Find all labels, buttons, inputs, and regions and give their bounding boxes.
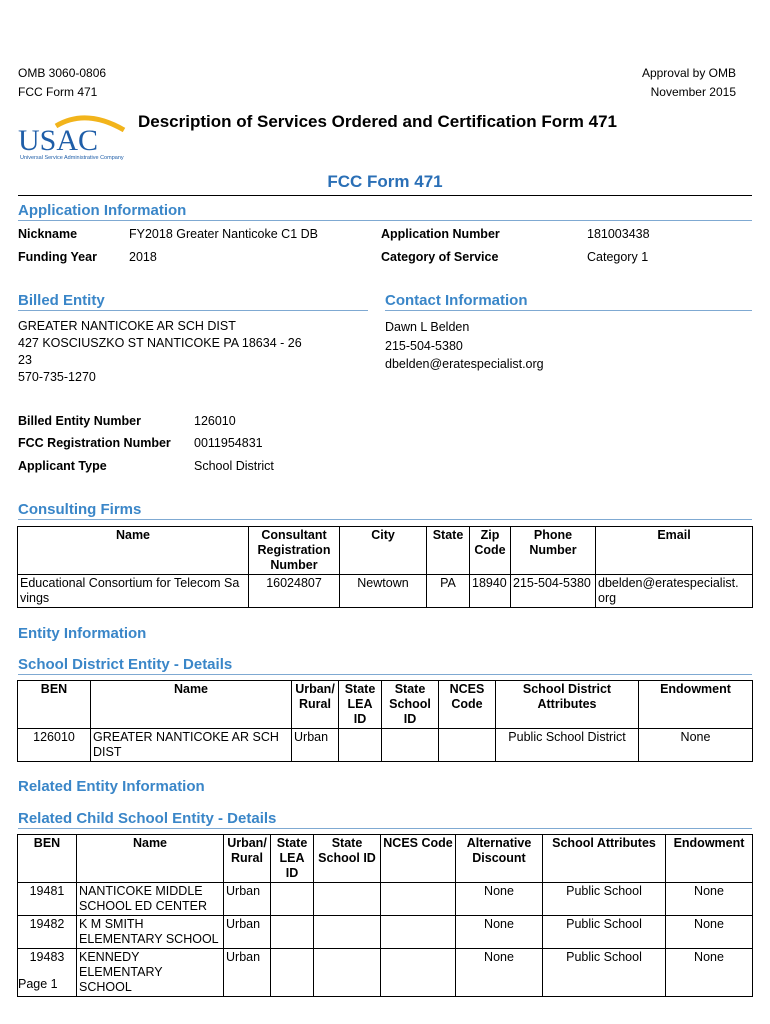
child-nces bbox=[381, 883, 456, 916]
child-name: KENNEDY ELEMENTARY SCHOOL bbox=[77, 949, 224, 997]
entity-nces bbox=[439, 729, 496, 762]
col-endowment: Endowment bbox=[666, 835, 753, 883]
usac-logo bbox=[16, 112, 134, 162]
child-ben: 19483 bbox=[18, 949, 77, 997]
firm-email: dbelden@eratespecialist. org bbox=[596, 575, 753, 608]
col-registration: Consultant Registration Number bbox=[249, 527, 340, 575]
header-right bbox=[642, 64, 736, 102]
child-school-id bbox=[314, 949, 381, 997]
child-nces bbox=[381, 916, 456, 949]
funding-year-value: 2018 bbox=[129, 250, 157, 264]
billed-address-line1: 427 KOSCIUSZKO ST NANTICOKE PA 18634 - 26 bbox=[18, 336, 302, 350]
related-header-row bbox=[18, 835, 753, 883]
billed-heading: Billed Entity bbox=[18, 292, 105, 309]
ben-value: 126010 bbox=[194, 414, 236, 428]
related-child-heading: Related Child School Entity - Details bbox=[18, 810, 277, 827]
fcc-label: FCC Registration Number bbox=[18, 436, 171, 450]
col-name: Name bbox=[77, 835, 224, 883]
child-nces bbox=[381, 949, 456, 997]
school-district-heading: School District Entity - Details bbox=[18, 656, 233, 673]
application-heading: Application Information bbox=[18, 202, 187, 219]
app-number-value: 181003438 bbox=[587, 227, 650, 241]
col-urban: Urban/ Rural bbox=[292, 681, 339, 729]
entity-ben: 126010 bbox=[18, 729, 91, 762]
child-lea bbox=[271, 949, 314, 997]
child-endowment: None bbox=[666, 949, 753, 997]
firm-registration: 16024807 bbox=[249, 575, 340, 608]
related-child-table bbox=[17, 834, 753, 997]
child-endowment: None bbox=[666, 883, 753, 916]
omb-number: OMB 3060-0806 bbox=[18, 66, 107, 80]
col-school-id: State School ID bbox=[314, 835, 381, 883]
col-lea: State LEA ID bbox=[271, 835, 314, 883]
entity-urban: Urban bbox=[292, 729, 339, 762]
entity-lea bbox=[339, 729, 382, 762]
col-school-attributes: School Attributes bbox=[543, 835, 666, 883]
page-number: Page 1 bbox=[18, 977, 58, 991]
contact-rule bbox=[385, 310, 752, 311]
firm-city: Newtown bbox=[340, 575, 427, 608]
entity-school-id bbox=[382, 729, 439, 762]
child-alt-discount: None bbox=[456, 883, 543, 916]
form-name: FCC Form 471 bbox=[18, 85, 98, 99]
funding-year-label: Funding Year bbox=[18, 250, 97, 264]
child-lea bbox=[271, 883, 314, 916]
child-attributes: Public School bbox=[543, 916, 666, 949]
table-row bbox=[18, 883, 753, 916]
child-attributes: Public School bbox=[543, 949, 666, 997]
child-urban: Urban bbox=[224, 883, 271, 916]
child-endowment: None bbox=[666, 916, 753, 949]
school-district-table bbox=[17, 680, 753, 762]
col-city: City bbox=[340, 527, 427, 575]
logo-text: USAC bbox=[18, 124, 99, 157]
billed-rule bbox=[18, 310, 368, 311]
firm-state: PA bbox=[427, 575, 470, 608]
app-number-label: Application Number bbox=[381, 227, 500, 241]
col-endowment: Endowment bbox=[639, 681, 753, 729]
contact-email: dbelden@eratespecialist.org bbox=[385, 357, 544, 371]
entity-name: GREATER NANTICOKE AR SCH DIST bbox=[91, 729, 292, 762]
col-state: State bbox=[427, 527, 470, 575]
page-title: Description of Services Ordered and Certification Form 471 bbox=[138, 112, 617, 131]
firm-phone: 215-504-5380 bbox=[511, 575, 596, 608]
ben-label: Billed Entity Number bbox=[18, 414, 141, 428]
consulting-rule bbox=[18, 519, 752, 520]
col-lea: State LEA ID bbox=[339, 681, 382, 729]
consulting-heading: Consulting Firms bbox=[18, 501, 142, 518]
billed-address-line2: 23 bbox=[18, 353, 32, 367]
approval-date: November 2015 bbox=[650, 85, 736, 99]
child-ben: 19481 bbox=[18, 883, 77, 916]
col-alt-discount: Alternative Discount bbox=[456, 835, 543, 883]
col-zip: Zip Code bbox=[470, 527, 511, 575]
billed-phone: 570-735-1270 bbox=[18, 370, 96, 384]
col-ben: BEN bbox=[18, 835, 77, 883]
table-row bbox=[18, 949, 753, 997]
billed-address bbox=[18, 318, 302, 386]
contact-info bbox=[385, 318, 544, 374]
approval-text: Approval by OMB bbox=[641, 66, 736, 80]
col-phone: Phone Number bbox=[511, 527, 596, 575]
table-row bbox=[18, 575, 753, 608]
col-attributes: School District Attributes bbox=[496, 681, 639, 729]
child-school-id bbox=[314, 883, 381, 916]
contact-heading: Contact Information bbox=[385, 292, 528, 309]
entity-heading: Entity Information bbox=[18, 625, 147, 642]
col-ben: BEN bbox=[18, 681, 91, 729]
nickname-value: FY2018 Greater Nanticoke C1 DB bbox=[129, 227, 318, 241]
child-attributes: Public School bbox=[543, 883, 666, 916]
child-name: NANTICOKE MIDDLE SCHOOL ED CENTER bbox=[77, 883, 224, 916]
contact-name: Dawn L Belden bbox=[385, 320, 470, 334]
col-email: Email bbox=[596, 527, 753, 575]
applicant-type-value: School District bbox=[194, 459, 274, 473]
consulting-header-row bbox=[18, 527, 753, 575]
title-rule bbox=[18, 195, 752, 196]
applicant-type-label: Applicant Type bbox=[18, 459, 107, 473]
application-rule bbox=[18, 220, 752, 221]
col-urban: Urban/ Rural bbox=[224, 835, 271, 883]
entity-attributes: Public School District bbox=[496, 729, 639, 762]
col-school-id: State School ID bbox=[382, 681, 439, 729]
entity-endowment: None bbox=[639, 729, 753, 762]
contact-phone: 215-504-5380 bbox=[385, 338, 463, 353]
school-district-header-row bbox=[18, 681, 753, 729]
child-lea bbox=[271, 916, 314, 949]
header-left bbox=[18, 64, 106, 102]
consulting-table bbox=[17, 526, 753, 608]
related-child-rule bbox=[18, 828, 752, 829]
fcc-value: 0011954831 bbox=[194, 436, 263, 450]
logo-tagline: Universal Service Administrative Company bbox=[20, 155, 124, 161]
billed-name: GREATER NANTICOKE AR SCH DIST bbox=[18, 319, 236, 333]
table-row bbox=[18, 916, 753, 949]
col-name: Name bbox=[91, 681, 292, 729]
child-ben: 19482 bbox=[18, 916, 77, 949]
col-name: Name bbox=[18, 527, 249, 575]
firm-zip: 18940 bbox=[470, 575, 511, 608]
firm-name: Educational Consortium for Telecom Sa vings bbox=[18, 575, 249, 608]
related-heading: Related Entity Information bbox=[18, 778, 205, 795]
school-district-rule bbox=[18, 674, 752, 675]
child-school-id bbox=[314, 916, 381, 949]
child-urban: Urban bbox=[224, 916, 271, 949]
category-value: Category 1 bbox=[587, 250, 649, 264]
child-name: K M SMITH ELEMENTARY SCHOOL bbox=[77, 916, 224, 949]
category-label: Category of Service bbox=[381, 250, 499, 264]
form-subtitle: FCC Form 471 bbox=[327, 172, 443, 191]
child-alt-discount: None bbox=[456, 949, 543, 997]
col-nces: NCES Code bbox=[439, 681, 496, 729]
col-nces: NCES Code bbox=[381, 835, 456, 883]
child-alt-discount: None bbox=[456, 916, 543, 949]
child-urban: Urban bbox=[224, 949, 271, 997]
table-row bbox=[18, 729, 753, 762]
nickname-label: Nickname bbox=[18, 227, 78, 241]
